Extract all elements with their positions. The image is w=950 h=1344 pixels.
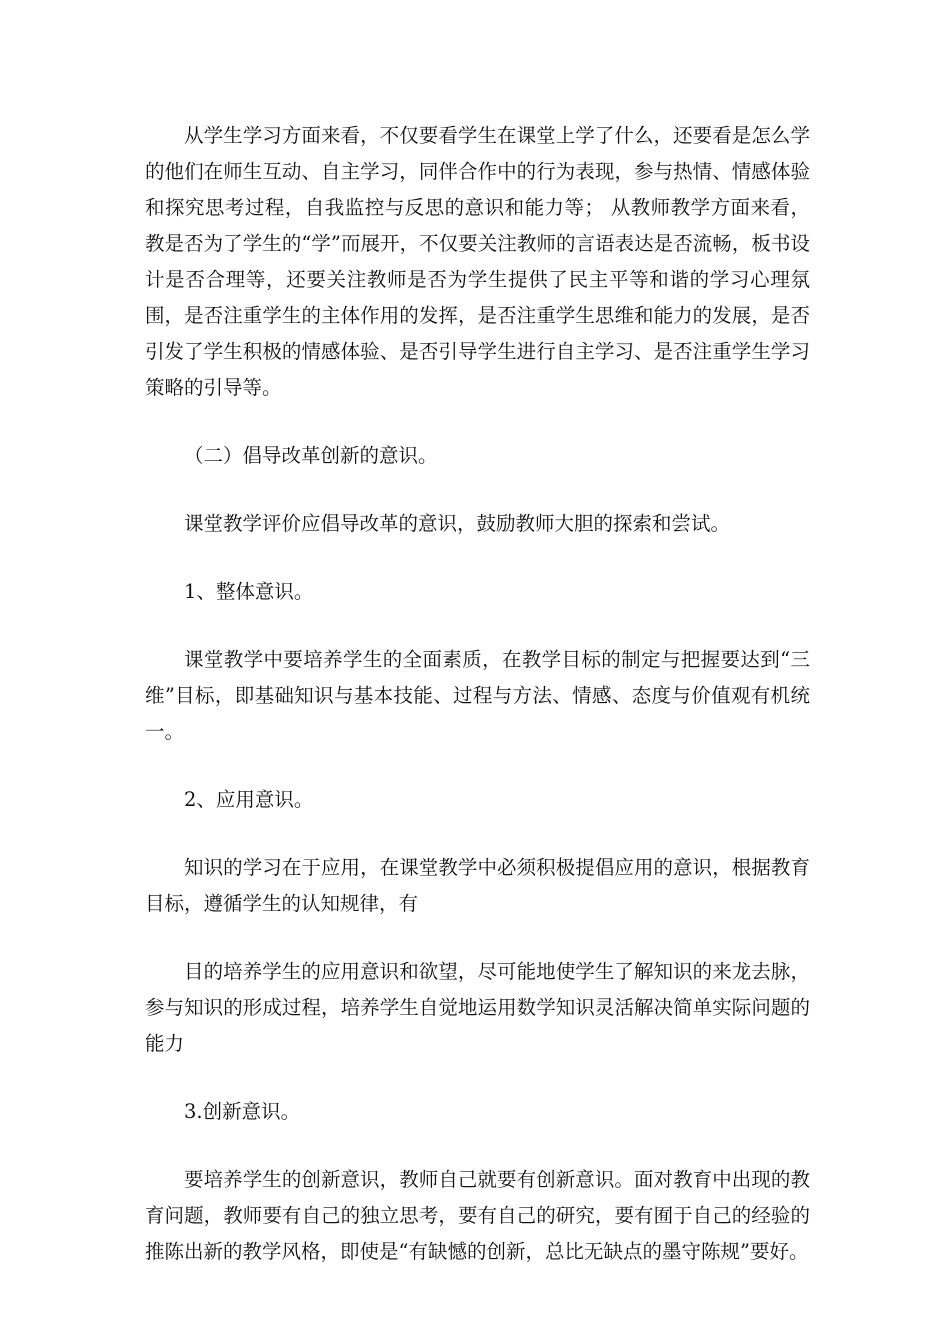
paragraph-gap [145, 542, 810, 574]
subheading-overall-awareness: 1、整体意识。 [184, 580, 314, 603]
paragraph-three-dimensional-goals: 课堂教学中要培养学生的全面素质，在教学目标的制定与把握要达到“三维”目标，即基础知识与基本技能、过程与方法、情感、态度与价值观有机统一。 [145, 648, 810, 743]
paragraph-gap [145, 922, 810, 954]
paragraph-gap [145, 818, 810, 850]
subheading-application-awareness: 2、应用意识。 [184, 788, 314, 811]
paragraph-gap [145, 610, 810, 642]
paragraph-gap [145, 750, 810, 782]
subheading-innovation-awareness: 3.创新意识。 [184, 1100, 301, 1123]
paragraph-gap [145, 1130, 810, 1162]
paragraph-gap [145, 406, 810, 438]
document-body [145, 118, 810, 1270]
paragraph-student-teacher-evaluation: 从学生学习方面来看，不仅要看学生在课堂上学了什么，还要看是怎么学的他们在师生互动、自主学习，同伴合作中的行为表现，参与热情、情感体验和探究思考过程，自我监控与反思的意识和能力等； 从教师教学方面来看，教是否为了学生的“学”而展开，不仅要关注教师的言语表达是否流畅，板书设计是否合理等，还要关注教师是否为学生提供了民主平等和谐的学习心理氛围，是否注重学生的主体作用的发挥，是否注重学生思维和能力的发展，是否引发了学生积极的情感体验、是否引导学生进行自主学习、是否注重学生学习策略的引导等。 [145, 124, 810, 399]
paragraph-gap [145, 1062, 810, 1094]
paragraph-knowledge-application: 知识的学习在于应用，在课堂教学中必须积极提倡应用的意识，根据教育目标，遵循学生的认知规律，有 [145, 856, 810, 915]
paragraph-gap [145, 474, 810, 506]
section-heading-innovation: （二）倡导改革创新的意识。 [184, 444, 438, 467]
paragraph-teacher-innovation: 要培养学生的创新意识，教师自己就要有创新意识。面对教育中出现的教育问题，教师要有自己的独立思考，要有自己的研究，要有囿于自己的经验的推陈出新的教学风格，即使是“有缺憾的创新，总比无缺点的墨守陈规”要好。 [145, 1168, 810, 1263]
paragraph-application-purpose: 目的培养学生的应用意识和欲望，尽可能地使学生了解知识的来龙去脉，参与知识的形成过程，培养学生自觉地运用数学知识灵活解决简单实际问题的能力 [145, 960, 810, 1055]
paragraph-reform-awareness: 课堂教学评价应倡导改革的意识，鼓励教师大胆的探索和尝试。 [184, 512, 731, 535]
